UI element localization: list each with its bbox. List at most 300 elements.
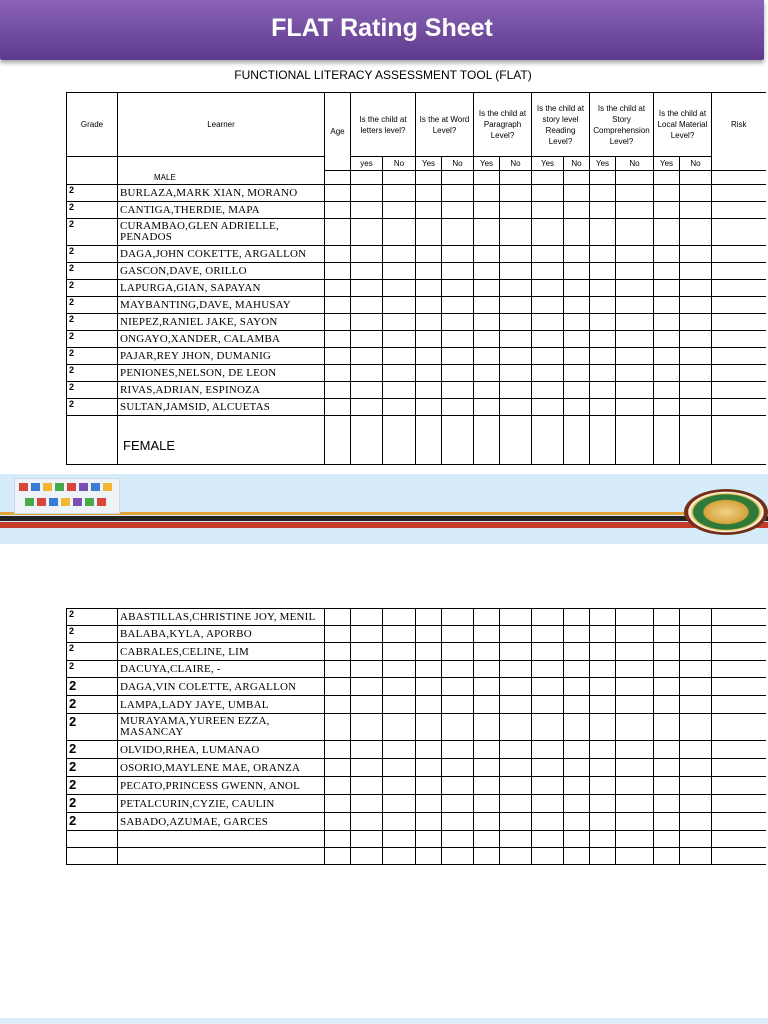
rating-cell[interactable] — [564, 714, 590, 741]
rating-cell[interactable] — [474, 202, 500, 219]
rating-cell[interactable] — [474, 813, 500, 831]
rating-cell[interactable] — [712, 399, 766, 416]
rating-cell[interactable] — [416, 280, 442, 297]
rating-cell[interactable] — [500, 795, 532, 813]
rating-cell[interactable] — [474, 219, 500, 246]
rating-cell[interactable] — [383, 696, 416, 714]
rating-cell[interactable] — [590, 297, 616, 314]
rating-cell[interactable] — [590, 382, 616, 399]
rating-cell[interactable] — [383, 813, 416, 831]
rating-cell[interactable] — [474, 331, 500, 348]
rating-cell[interactable] — [442, 331, 474, 348]
rating-cell[interactable] — [590, 831, 616, 848]
rating-cell[interactable] — [564, 678, 590, 696]
rating-cell[interactable] — [712, 246, 766, 263]
rating-cell[interactable] — [383, 382, 416, 399]
rating-cell[interactable] — [351, 678, 383, 696]
rating-cell[interactable] — [351, 246, 383, 263]
rating-cell[interactable] — [532, 831, 564, 848]
rating-cell[interactable] — [351, 714, 383, 741]
rating-cell[interactable] — [616, 643, 654, 661]
rating-cell[interactable] — [416, 626, 442, 643]
rating-cell[interactable] — [564, 416, 590, 465]
rating-cell[interactable] — [383, 831, 416, 848]
rating-cell[interactable] — [416, 741, 442, 759]
rating-cell[interactable] — [590, 219, 616, 246]
rating-cell[interactable] — [532, 314, 564, 331]
rating-cell[interactable] — [442, 626, 474, 643]
rating-cell[interactable] — [616, 331, 654, 348]
rating-cell[interactable] — [564, 331, 590, 348]
rating-cell[interactable] — [532, 219, 564, 246]
rating-cell[interactable] — [654, 246, 680, 263]
rating-cell[interactable] — [351, 280, 383, 297]
rating-cell[interactable] — [500, 661, 532, 678]
rating-cell[interactable] — [532, 185, 564, 202]
rating-cell[interactable] — [680, 202, 712, 219]
rating-cell[interactable] — [351, 348, 383, 365]
rating-cell[interactable] — [654, 609, 680, 626]
rating-cell[interactable] — [590, 777, 616, 795]
rating-cell[interactable] — [442, 280, 474, 297]
rating-cell[interactable] — [564, 626, 590, 643]
rating-cell[interactable] — [500, 696, 532, 714]
rating-cell[interactable] — [474, 246, 500, 263]
rating-cell[interactable] — [351, 185, 383, 202]
rating-cell[interactable] — [680, 626, 712, 643]
rating-cell[interactable] — [442, 399, 474, 416]
rating-cell[interactable] — [590, 759, 616, 777]
rating-cell[interactable] — [474, 314, 500, 331]
rating-cell[interactable] — [712, 348, 766, 365]
rating-cell[interactable] — [383, 202, 416, 219]
rating-cell[interactable] — [351, 813, 383, 831]
rating-cell[interactable] — [616, 848, 654, 865]
rating-cell[interactable] — [416, 795, 442, 813]
rating-cell[interactable] — [442, 848, 474, 865]
rating-cell[interactable] — [616, 777, 654, 795]
rating-cell[interactable] — [474, 365, 500, 382]
rating-cell[interactable] — [680, 678, 712, 696]
rating-cell[interactable] — [500, 263, 532, 280]
rating-cell[interactable] — [680, 696, 712, 714]
rating-cell[interactable] — [532, 399, 564, 416]
rating-cell[interactable] — [654, 280, 680, 297]
rating-cell[interactable] — [500, 626, 532, 643]
rating-cell[interactable] — [616, 831, 654, 848]
rating-cell[interactable] — [416, 348, 442, 365]
rating-cell[interactable] — [474, 609, 500, 626]
rating-cell[interactable] — [590, 365, 616, 382]
rating-cell[interactable] — [500, 331, 532, 348]
rating-cell[interactable] — [654, 416, 680, 465]
rating-cell[interactable] — [351, 399, 383, 416]
rating-cell[interactable] — [712, 416, 766, 465]
rating-cell[interactable] — [654, 263, 680, 280]
rating-cell[interactable] — [680, 348, 712, 365]
rating-cell[interactable] — [564, 280, 590, 297]
rating-cell[interactable] — [325, 643, 351, 661]
rating-cell[interactable] — [532, 382, 564, 399]
rating-cell[interactable] — [564, 777, 590, 795]
rating-cell[interactable] — [712, 365, 766, 382]
rating-cell[interactable] — [590, 348, 616, 365]
rating-cell[interactable] — [590, 795, 616, 813]
rating-cell[interactable] — [680, 643, 712, 661]
rating-cell[interactable] — [325, 678, 351, 696]
rating-cell[interactable] — [383, 185, 416, 202]
rating-cell[interactable] — [532, 416, 564, 465]
rating-cell[interactable] — [712, 382, 766, 399]
rating-cell[interactable] — [532, 202, 564, 219]
rating-cell[interactable] — [680, 246, 712, 263]
rating-cell[interactable] — [351, 848, 383, 865]
rating-cell[interactable] — [654, 696, 680, 714]
rating-cell[interactable] — [325, 831, 351, 848]
rating-cell[interactable] — [351, 741, 383, 759]
rating-cell[interactable] — [590, 609, 616, 626]
rating-cell[interactable] — [416, 678, 442, 696]
rating-cell[interactable] — [442, 741, 474, 759]
rating-cell[interactable] — [680, 831, 712, 848]
rating-cell[interactable] — [564, 759, 590, 777]
rating-cell[interactable] — [325, 777, 351, 795]
rating-cell[interactable] — [532, 263, 564, 280]
rating-cell[interactable] — [474, 416, 500, 465]
rating-cell[interactable] — [383, 297, 416, 314]
rating-cell[interactable] — [712, 263, 766, 280]
rating-cell[interactable] — [590, 416, 616, 465]
rating-cell[interactable] — [654, 643, 680, 661]
rating-cell[interactable] — [474, 714, 500, 741]
rating-cell[interactable] — [616, 297, 654, 314]
rating-cell[interactable] — [474, 263, 500, 280]
rating-cell[interactable] — [590, 643, 616, 661]
rating-cell[interactable] — [383, 331, 416, 348]
rating-cell[interactable] — [325, 202, 351, 219]
rating-cell[interactable] — [442, 813, 474, 831]
rating-cell[interactable] — [325, 219, 351, 246]
rating-cell[interactable] — [383, 626, 416, 643]
rating-cell[interactable] — [712, 202, 766, 219]
rating-cell[interactable] — [590, 848, 616, 865]
rating-cell[interactable] — [351, 831, 383, 848]
rating-cell[interactable] — [590, 202, 616, 219]
rating-cell[interactable] — [325, 280, 351, 297]
rating-cell[interactable] — [680, 661, 712, 678]
rating-cell[interactable] — [325, 795, 351, 813]
rating-cell[interactable] — [416, 714, 442, 741]
rating-cell[interactable] — [351, 219, 383, 246]
rating-cell[interactable] — [680, 813, 712, 831]
rating-cell[interactable] — [564, 848, 590, 865]
rating-cell[interactable] — [654, 661, 680, 678]
rating-cell[interactable] — [712, 678, 766, 696]
rating-cell[interactable] — [564, 382, 590, 399]
rating-cell[interactable] — [416, 831, 442, 848]
rating-cell[interactable] — [500, 365, 532, 382]
rating-cell[interactable] — [654, 314, 680, 331]
rating-cell[interactable] — [325, 263, 351, 280]
rating-cell[interactable] — [351, 777, 383, 795]
rating-cell[interactable] — [383, 714, 416, 741]
rating-cell[interactable] — [616, 741, 654, 759]
rating-cell[interactable] — [442, 263, 474, 280]
rating-cell[interactable] — [564, 741, 590, 759]
rating-cell[interactable] — [564, 246, 590, 263]
rating-cell[interactable] — [474, 848, 500, 865]
rating-cell[interactable] — [500, 777, 532, 795]
rating-cell[interactable] — [616, 246, 654, 263]
rating-cell[interactable] — [532, 365, 564, 382]
rating-cell[interactable] — [383, 759, 416, 777]
rating-cell[interactable] — [67, 848, 118, 865]
rating-cell[interactable] — [118, 848, 325, 865]
rating-cell[interactable] — [351, 297, 383, 314]
rating-cell[interactable] — [590, 678, 616, 696]
rating-cell[interactable] — [532, 626, 564, 643]
rating-cell[interactable] — [416, 365, 442, 382]
rating-cell[interactable] — [474, 348, 500, 365]
rating-cell[interactable] — [325, 696, 351, 714]
rating-cell[interactable] — [442, 365, 474, 382]
rating-cell[interactable] — [616, 202, 654, 219]
rating-cell[interactable] — [325, 741, 351, 759]
rating-cell[interactable] — [442, 297, 474, 314]
rating-cell[interactable] — [564, 696, 590, 714]
rating-cell[interactable] — [474, 795, 500, 813]
rating-cell[interactable] — [532, 348, 564, 365]
rating-cell[interactable] — [442, 202, 474, 219]
rating-cell[interactable] — [325, 661, 351, 678]
rating-cell[interactable] — [416, 661, 442, 678]
rating-cell[interactable] — [654, 678, 680, 696]
rating-cell[interactable] — [442, 661, 474, 678]
rating-cell[interactable] — [564, 365, 590, 382]
rating-cell[interactable] — [474, 280, 500, 297]
rating-cell[interactable] — [564, 795, 590, 813]
rating-cell[interactable] — [564, 297, 590, 314]
rating-cell[interactable] — [680, 741, 712, 759]
rating-cell[interactable] — [325, 246, 351, 263]
rating-cell[interactable] — [416, 416, 442, 465]
rating-cell[interactable] — [442, 831, 474, 848]
rating-cell[interactable] — [712, 696, 766, 714]
rating-cell[interactable] — [351, 609, 383, 626]
rating-cell[interactable] — [654, 382, 680, 399]
rating-cell[interactable] — [532, 331, 564, 348]
rating-cell[interactable] — [680, 759, 712, 777]
rating-cell[interactable] — [654, 813, 680, 831]
rating-cell[interactable] — [616, 263, 654, 280]
rating-cell[interactable] — [680, 365, 712, 382]
rating-cell[interactable] — [325, 365, 351, 382]
rating-cell[interactable] — [532, 609, 564, 626]
rating-cell[interactable] — [532, 813, 564, 831]
rating-cell[interactable] — [616, 314, 654, 331]
rating-cell[interactable] — [118, 831, 325, 848]
rating-cell[interactable] — [325, 399, 351, 416]
rating-cell[interactable] — [712, 280, 766, 297]
rating-cell[interactable] — [616, 382, 654, 399]
rating-cell[interactable] — [590, 813, 616, 831]
rating-cell[interactable] — [590, 314, 616, 331]
rating-cell[interactable] — [654, 399, 680, 416]
rating-cell[interactable] — [351, 759, 383, 777]
rating-cell[interactable] — [442, 643, 474, 661]
rating-cell[interactable] — [383, 661, 416, 678]
rating-cell[interactable] — [680, 331, 712, 348]
rating-cell[interactable] — [383, 848, 416, 865]
rating-cell[interactable] — [351, 202, 383, 219]
rating-cell[interactable] — [590, 741, 616, 759]
rating-cell[interactable] — [500, 416, 532, 465]
rating-cell[interactable] — [712, 813, 766, 831]
rating-cell[interactable] — [325, 185, 351, 202]
rating-cell[interactable] — [500, 202, 532, 219]
rating-cell[interactable] — [325, 416, 351, 465]
rating-cell[interactable] — [383, 399, 416, 416]
rating-cell[interactable] — [442, 348, 474, 365]
rating-cell[interactable] — [616, 219, 654, 246]
rating-cell[interactable] — [500, 759, 532, 777]
rating-cell[interactable] — [654, 795, 680, 813]
rating-cell[interactable] — [590, 331, 616, 348]
rating-cell[interactable] — [712, 626, 766, 643]
rating-cell[interactable] — [654, 626, 680, 643]
rating-cell[interactable] — [500, 813, 532, 831]
rating-cell[interactable] — [500, 609, 532, 626]
rating-cell[interactable] — [474, 399, 500, 416]
rating-cell[interactable] — [616, 678, 654, 696]
rating-cell[interactable] — [351, 696, 383, 714]
rating-cell[interactable] — [442, 678, 474, 696]
rating-cell[interactable] — [712, 185, 766, 202]
rating-cell[interactable] — [416, 331, 442, 348]
rating-cell[interactable] — [532, 759, 564, 777]
rating-cell[interactable] — [616, 661, 654, 678]
rating-cell[interactable] — [532, 848, 564, 865]
rating-cell[interactable] — [474, 831, 500, 848]
rating-cell[interactable] — [383, 741, 416, 759]
rating-cell[interactable] — [500, 848, 532, 865]
rating-cell[interactable] — [351, 661, 383, 678]
rating-cell[interactable] — [325, 382, 351, 399]
rating-cell[interactable] — [564, 831, 590, 848]
rating-cell[interactable] — [416, 813, 442, 831]
rating-cell[interactable] — [616, 696, 654, 714]
rating-cell[interactable] — [416, 848, 442, 865]
rating-cell[interactable] — [383, 246, 416, 263]
rating-cell[interactable] — [474, 185, 500, 202]
rating-cell[interactable] — [500, 280, 532, 297]
rating-cell[interactable] — [416, 609, 442, 626]
rating-cell[interactable] — [351, 382, 383, 399]
rating-cell[interactable] — [325, 813, 351, 831]
rating-cell[interactable] — [590, 185, 616, 202]
rating-cell[interactable] — [500, 382, 532, 399]
rating-cell[interactable] — [680, 219, 712, 246]
rating-cell[interactable] — [654, 297, 680, 314]
rating-cell[interactable] — [383, 263, 416, 280]
rating-cell[interactable] — [654, 365, 680, 382]
rating-cell[interactable] — [442, 609, 474, 626]
rating-cell[interactable] — [500, 678, 532, 696]
rating-cell[interactable] — [712, 643, 766, 661]
rating-cell[interactable] — [416, 643, 442, 661]
rating-cell[interactable] — [564, 661, 590, 678]
rating-cell[interactable] — [383, 777, 416, 795]
rating-cell[interactable] — [564, 202, 590, 219]
rating-cell[interactable] — [680, 777, 712, 795]
rating-cell[interactable] — [442, 795, 474, 813]
rating-cell[interactable] — [680, 382, 712, 399]
rating-cell[interactable] — [712, 297, 766, 314]
rating-cell[interactable] — [442, 314, 474, 331]
rating-cell[interactable] — [680, 314, 712, 331]
rating-cell[interactable] — [500, 297, 532, 314]
rating-cell[interactable] — [383, 678, 416, 696]
rating-cell[interactable] — [500, 246, 532, 263]
rating-cell[interactable] — [351, 416, 383, 465]
rating-cell[interactable] — [680, 399, 712, 416]
rating-cell[interactable] — [325, 714, 351, 741]
rating-cell[interactable] — [564, 219, 590, 246]
rating-cell[interactable] — [442, 246, 474, 263]
rating-cell[interactable] — [500, 348, 532, 365]
rating-cell[interactable] — [351, 795, 383, 813]
rating-cell[interactable] — [654, 348, 680, 365]
rating-cell[interactable] — [680, 609, 712, 626]
rating-cell[interactable] — [383, 365, 416, 382]
rating-cell[interactable] — [654, 759, 680, 777]
rating-cell[interactable] — [532, 661, 564, 678]
rating-cell[interactable] — [383, 219, 416, 246]
rating-cell[interactable] — [616, 759, 654, 777]
rating-cell[interactable] — [654, 185, 680, 202]
rating-cell[interactable] — [474, 696, 500, 714]
rating-cell[interactable] — [616, 609, 654, 626]
rating-cell[interactable] — [383, 348, 416, 365]
rating-cell[interactable] — [474, 382, 500, 399]
rating-cell[interactable] — [442, 714, 474, 741]
rating-cell[interactable] — [442, 759, 474, 777]
rating-cell[interactable] — [351, 314, 383, 331]
rating-cell[interactable] — [416, 777, 442, 795]
rating-cell[interactable] — [712, 714, 766, 741]
rating-cell[interactable] — [712, 848, 766, 865]
rating-cell[interactable] — [654, 848, 680, 865]
rating-cell[interactable] — [616, 185, 654, 202]
rating-cell[interactable] — [325, 331, 351, 348]
rating-cell[interactable] — [383, 280, 416, 297]
rating-cell[interactable] — [351, 626, 383, 643]
rating-cell[interactable] — [416, 185, 442, 202]
rating-cell[interactable] — [680, 185, 712, 202]
rating-cell[interactable] — [616, 813, 654, 831]
rating-cell[interactable] — [416, 202, 442, 219]
rating-cell[interactable] — [616, 280, 654, 297]
rating-cell[interactable] — [616, 416, 654, 465]
rating-cell[interactable] — [564, 348, 590, 365]
rating-cell[interactable] — [383, 643, 416, 661]
rating-cell[interactable] — [416, 246, 442, 263]
rating-cell[interactable] — [680, 297, 712, 314]
rating-cell[interactable] — [680, 280, 712, 297]
rating-cell[interactable] — [654, 202, 680, 219]
rating-cell[interactable] — [712, 795, 766, 813]
rating-cell[interactable] — [532, 741, 564, 759]
